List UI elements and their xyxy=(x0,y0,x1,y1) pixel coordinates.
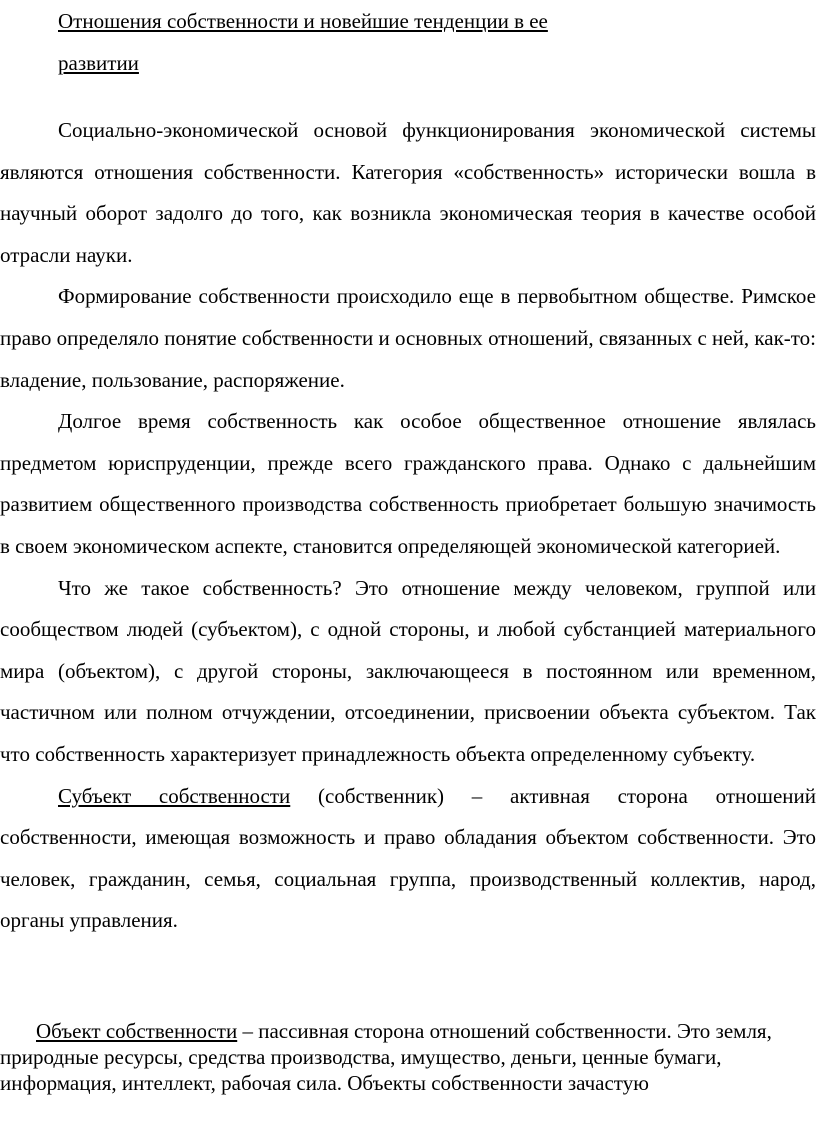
document-body xyxy=(0,110,816,942)
paragraph-5 xyxy=(0,776,816,942)
paragraph-5-text: (собственник) – активная сторона отношений собственности, имеющая возможность и право обладания объектом собственности. Это человек, гражданин, семья, социальная группа, производственный коллектив, народ, органы управления. xyxy=(0,783,816,933)
paragraph-4: Что же такое собственность? Это отношение между человеком, группой или сообществом людей (субъектом), с одной стороны, и любой субстанцией материального мира (объектом), с другой стороны, заключающееся в постоянном или временном, частичном или полном отчуждении, отсоединении, присвоении объекта субъектом. Так что собственность характеризует принадлежность объекта определенному субъекту. xyxy=(0,575,816,766)
paragraph-1: Социально-экономической основой функционирования экономической системы являются отношения собственности. Категория «собственность» исторически вошла в научный оборот задолго до того, как возникла экономическая теория в качестве особой отрасли науки. xyxy=(0,118,816,267)
term-subject: Субъект собственности xyxy=(58,783,291,808)
title-line-2: развитии xyxy=(58,51,139,75)
title-line-1: Отношения собственности и новейшие тенденции в ее xyxy=(58,9,548,33)
document-title xyxy=(58,0,548,84)
paragraph-2: Формирование собственности происходило еще в первобытном обществе. Римское право определяло понятие собственности и основных отношений, связанных с ней, как-то: владение, пользование, распоряжение. xyxy=(0,284,816,392)
paragraph-tail xyxy=(0,1018,816,1096)
term-object: Объект собственности xyxy=(36,1019,238,1043)
paragraph-tail-text: – пассивная сторона отношений собственности. Это земля, природные ресурсы, средства производства, имущество, деньги, ценные бумаги, информация, интеллект, рабочая сила. Объекты собственности зачастую xyxy=(0,1019,772,1095)
paragraph-3: Долгое время собственность как особое общественное отношение являлась предметом юриспруденции, прежде всего гражданского права. Однако с дальнейшим развитием общественного производства собственность приобретает большую значимость в своем экономическом аспекте, становится определяющей экономической категорией. xyxy=(0,409,816,558)
